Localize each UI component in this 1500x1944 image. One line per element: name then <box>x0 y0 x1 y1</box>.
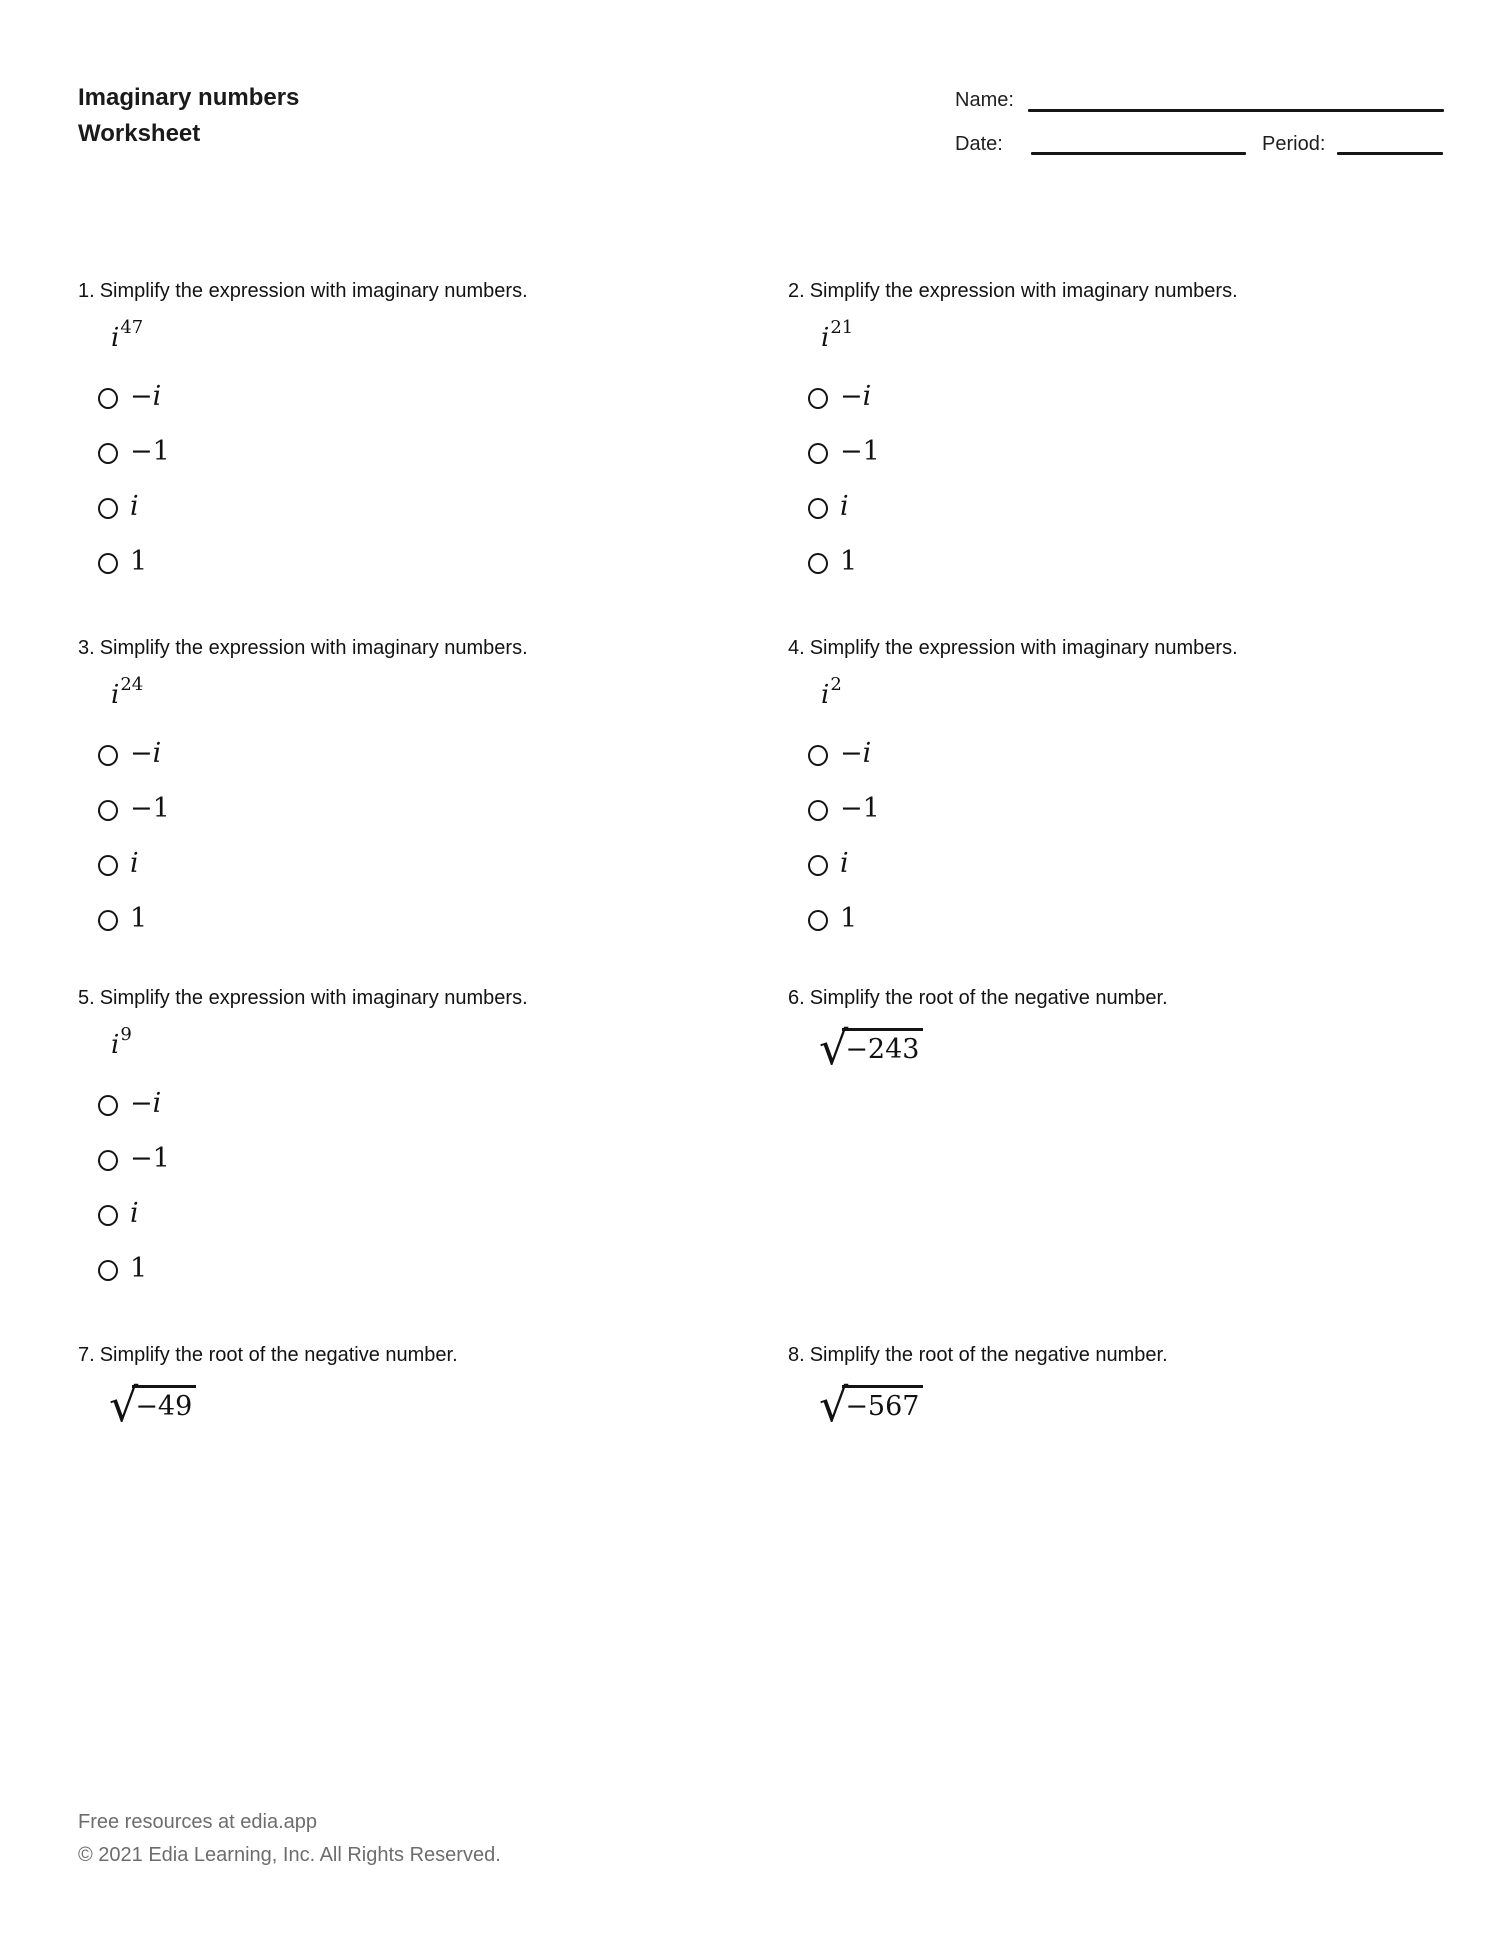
question-3 <box>78 634 743 948</box>
answer-option <box>808 728 1453 783</box>
option-label: i <box>130 848 139 879</box>
square-root-expression <box>819 1378 923 1432</box>
square-root-expression <box>109 1378 196 1432</box>
question-8 <box>788 1341 1453 1432</box>
expression-base: i <box>111 323 120 353</box>
question-4-title <box>788 634 1453 662</box>
question-number: 5. <box>78 987 95 1009</box>
radio-button[interactable] <box>98 443 118 464</box>
radio-button[interactable] <box>98 388 118 409</box>
option-label: −i <box>130 381 162 412</box>
radio-button[interactable] <box>808 388 828 409</box>
option-label: 1 <box>840 903 858 934</box>
question-2-expression <box>821 317 1453 363</box>
option-label: i <box>130 491 139 522</box>
option-label: −1 <box>130 1143 170 1174</box>
question-7-title <box>78 1341 743 1369</box>
question-8-expression <box>819 1378 1453 1432</box>
radical-icon: √ <box>109 1378 139 1432</box>
answer-option <box>98 371 743 426</box>
option-label: i <box>840 491 849 522</box>
answer-option <box>98 426 743 481</box>
expression-base: i <box>821 680 830 710</box>
radical-icon: √ <box>819 1378 849 1432</box>
radio-button[interactable] <box>98 1150 118 1171</box>
radio-button[interactable] <box>808 498 828 519</box>
option-label: −i <box>840 381 872 412</box>
expression-exponent: 9 <box>120 1024 132 1045</box>
radio-button[interactable] <box>98 855 118 876</box>
radio-button[interactable] <box>98 553 118 574</box>
radio-button[interactable] <box>808 910 828 931</box>
question-prompt: Simplify the expression with imaginary numbers. <box>99 637 528 659</box>
option-label: −1 <box>840 793 880 824</box>
answer-option <box>808 536 1453 591</box>
question-number: 8. <box>788 1344 805 1366</box>
radical-icon: √ <box>819 1021 849 1075</box>
answer-option <box>808 838 1453 893</box>
option-label: −1 <box>130 793 170 824</box>
question-prompt: Simplify the expression with imaginary numbers. <box>809 280 1238 302</box>
question-1 <box>78 277 743 591</box>
answer-option <box>98 536 743 591</box>
question-6-title <box>788 984 1453 1012</box>
answer-option <box>98 1243 743 1298</box>
question-prompt: Simplify the expression with imaginary numbers. <box>809 637 1238 659</box>
answer-option <box>98 783 743 838</box>
question-8-title <box>788 1341 1453 1369</box>
option-label: 1 <box>130 546 148 577</box>
question-prompt: Simplify the expression with imaginary numbers. <box>99 987 528 1009</box>
answer-option <box>808 783 1453 838</box>
question-5-title <box>78 984 743 1012</box>
question-5-expression <box>111 1024 743 1070</box>
radio-button[interactable] <box>98 1205 118 1226</box>
question-number: 3. <box>78 637 95 659</box>
period-label: Period: <box>1262 133 1326 155</box>
question-2-options <box>808 371 1453 591</box>
radio-button[interactable] <box>98 1095 118 1116</box>
answer-option <box>808 893 1453 948</box>
answer-option <box>98 838 743 893</box>
date-write-line <box>1031 152 1246 155</box>
answer-option <box>808 426 1453 481</box>
answer-option <box>98 1133 743 1188</box>
expression-exponent: 2 <box>830 674 842 695</box>
answer-option <box>98 481 743 536</box>
option-label: 1 <box>130 903 148 934</box>
answer-option <box>98 728 743 783</box>
radio-button[interactable] <box>98 800 118 821</box>
expression-base: i <box>111 1030 120 1060</box>
question-prompt: Simplify the root of the negative number. <box>809 987 1168 1009</box>
question-number: 1. <box>78 280 95 302</box>
answer-option <box>808 481 1453 536</box>
expression-base: i <box>821 323 830 353</box>
question-6 <box>788 984 1453 1075</box>
option-label: i <box>840 848 849 879</box>
question-1-options <box>98 371 743 591</box>
name-label: Name: <box>955 89 1014 111</box>
option-label: i <box>130 1198 139 1229</box>
question-3-expression <box>111 674 743 720</box>
question-3-options <box>98 728 743 948</box>
question-prompt: Simplify the root of the negative number. <box>809 1344 1168 1366</box>
question-1-title <box>78 277 743 305</box>
worksheet-title-line1: Imaginary numbers <box>78 84 300 111</box>
question-number: 2. <box>788 280 805 302</box>
expression-exponent: 21 <box>830 317 854 338</box>
question-2-title <box>788 277 1453 305</box>
radio-button[interactable] <box>808 443 828 464</box>
question-number: 4. <box>788 637 805 659</box>
worksheet-title <box>78 80 299 152</box>
question-prompt: Simplify the root of the negative number. <box>99 1344 458 1366</box>
expression-base: i <box>111 680 120 710</box>
answer-option <box>98 1188 743 1243</box>
name-write-line <box>1028 109 1444 112</box>
question-1-expression <box>111 317 743 363</box>
period-write-line <box>1337 152 1443 155</box>
radio-button[interactable] <box>98 910 118 931</box>
radio-button[interactable] <box>98 745 118 766</box>
option-label: 1 <box>130 1253 148 1284</box>
square-root-expression <box>819 1021 923 1075</box>
question-number: 7. <box>78 1344 95 1366</box>
radicand: −49 <box>132 1385 196 1424</box>
question-7 <box>78 1341 743 1432</box>
radicand: −567 <box>842 1385 923 1424</box>
radicand: −243 <box>842 1028 923 1067</box>
question-prompt: Simplify the expression with imaginary numbers. <box>99 280 528 302</box>
expression-exponent: 24 <box>120 674 144 695</box>
question-4-options <box>808 728 1453 948</box>
footer-copyright-text: © 2021 Edia Learning, Inc. All Rights Reserved. <box>78 1844 501 1866</box>
footer-resources-text: Free resources at edia.app <box>78 1811 318 1833</box>
radio-button[interactable] <box>808 855 828 876</box>
question-4 <box>788 634 1453 948</box>
question-4-expression <box>821 674 1453 720</box>
radio-button[interactable] <box>808 553 828 574</box>
expression-exponent: 47 <box>120 317 144 338</box>
radio-button[interactable] <box>98 1260 118 1281</box>
question-2 <box>788 277 1453 591</box>
question-number: 6. <box>788 987 805 1009</box>
question-3-title <box>78 634 743 662</box>
option-label: −i <box>130 738 162 769</box>
option-label: −1 <box>130 436 170 467</box>
question-5 <box>78 984 743 1298</box>
page-footer <box>78 1806 501 1872</box>
radio-button[interactable] <box>808 800 828 821</box>
question-5-options <box>98 1078 743 1298</box>
question-6-expression <box>819 1021 1453 1075</box>
radio-button[interactable] <box>98 498 118 519</box>
answer-option <box>98 1078 743 1133</box>
date-label: Date: <box>955 133 1003 155</box>
option-label: −i <box>130 1088 162 1119</box>
option-label: 1 <box>840 546 858 577</box>
radio-button[interactable] <box>808 745 828 766</box>
option-label: −i <box>840 738 872 769</box>
answer-option <box>808 371 1453 426</box>
answer-option <box>98 893 743 948</box>
worksheet-title-line2: Worksheet <box>78 120 201 147</box>
option-label: −1 <box>840 436 880 467</box>
question-7-expression <box>109 1378 743 1432</box>
